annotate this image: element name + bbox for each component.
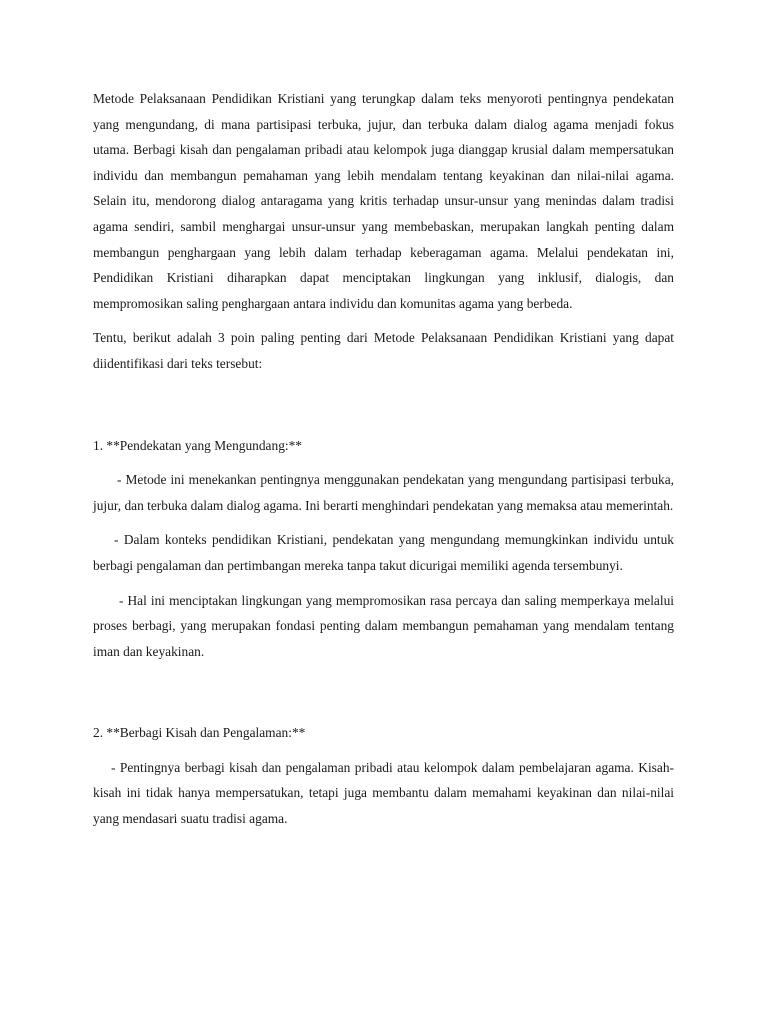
spacer xyxy=(93,518,674,527)
spacer xyxy=(93,664,674,720)
document-page xyxy=(93,86,674,832)
spacer xyxy=(93,377,674,433)
spacer xyxy=(93,746,674,755)
bullet-paragraph: - Dalam konteks pendidikan Kristiani, pendekatan yang mengundang memungkinkan individu untuk berbagi pengalaman dan pertimbangan mereka tanpa takut dicurigai memiliki agenda tersembunyi. xyxy=(93,532,674,573)
lead-in-paragraph: Tentu, berikut adalah 3 poin paling penting dari Metode Pelaksanaan Pendidikan Kristiani yang dapat diidentifikasi dari teks tersebut: xyxy=(93,330,674,371)
section-heading-2: 2. **Berbagi Kisah dan Pengalaman:** xyxy=(93,725,306,741)
bullet-paragraph: - Metode ini menekankan pentingnya menggunakan pendekatan yang mengundang partisipasi terbuka, jujur, dan terbuka dalam dialog agama. Ini berarti menghindari pendekatan yang memaksa atau memerintah. xyxy=(93,472,674,513)
intro-paragraph: Metode Pelaksanaan Pendidikan Kristiani yang terungkap dalam teks menyoroti pentingnya pendekatan yang mengundang, di mana partisipasi terbuka, jujur, dan terbuka dalam dialog agama menjadi fokus utama. Berbagi kisah dan pengalaman pribadi atau kelompok juga dianggap krusial dalam mempersatukan individu dan membangun pemahaman yang lebih mendalam tentang keyakinan dan nilai-nilai agama. Selain itu, mendorong dialog antaragama yang kritis terhadap unsur-unsur yang menindas dalam tradisi agama sendiri, sambil menghargai unsur-unsur yang membebaskan, merupakan langkah penting dalam membangun penghargaan yang lebih dalam terhadap keberagaman agama. Melalui pendekatan ini, Pendidikan Kristiani diharapkan dapat menciptakan lingkungan yang inklusif, dialogis, dan mempromosikan saling penghargaan antara individu dan komunitas agama yang berbeda. xyxy=(93,91,674,311)
spacer xyxy=(93,579,674,588)
spacer xyxy=(93,316,674,325)
spacer xyxy=(93,458,674,467)
bullet-paragraph: - Pentingnya berbagi kisah dan pengalaman pribadi atau kelompok dalam pembelajaran agama. Kisah-kisah ini tidak hanya mempersatukan, tetapi juga membantu dalam memahami keyakinan dan nilai-nilai yang mendasari suatu tradisi agama. xyxy=(93,759,674,827)
section-heading-1: 1. **Pendekatan yang Mengundang:** xyxy=(93,437,302,453)
bullet-paragraph: - Hal ini menciptakan lingkungan yang mempromosikan rasa percaya dan saling memperkaya melalui proses berbagi, yang merupakan fondasi penting dalam membangun pemahaman yang mendalam tentang iman dan keyakinan. xyxy=(93,592,674,659)
